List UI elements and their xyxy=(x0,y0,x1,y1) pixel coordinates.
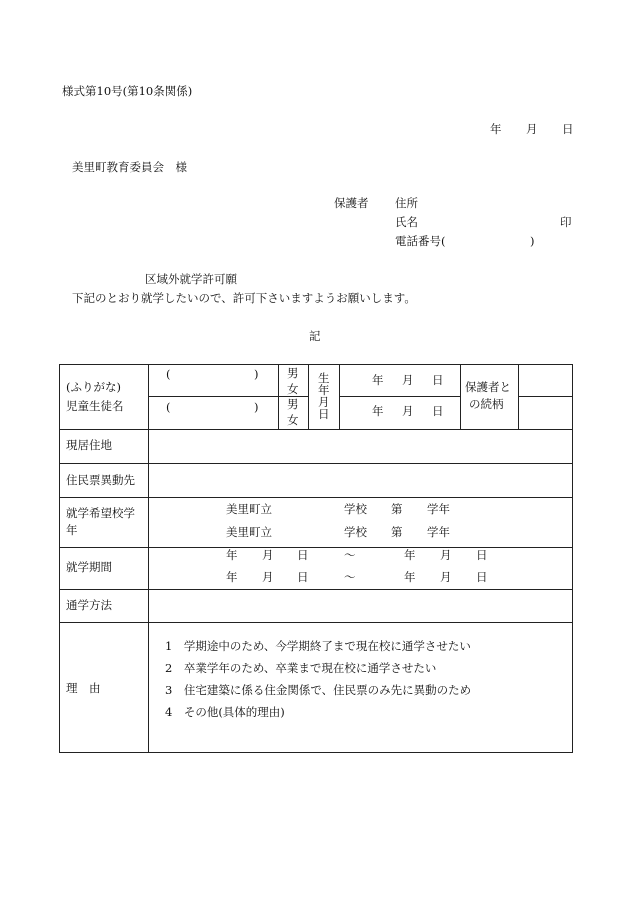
birth-day-1: 日 xyxy=(432,373,444,387)
female-1: 女 xyxy=(287,382,299,396)
reason-label: 理 由 xyxy=(66,681,101,695)
school-label-2: 年 xyxy=(66,523,78,537)
period-to-month-1: 月 xyxy=(440,548,452,562)
period-from-day-1: 日 xyxy=(297,548,309,562)
paren-open-2: ( xyxy=(166,400,171,414)
commute-label: 通学方法 xyxy=(66,598,112,612)
period-tilde-2: ～ xyxy=(344,570,356,584)
period-tilde-1: ～ xyxy=(344,548,356,562)
period-from-month-1: 月 xyxy=(262,548,274,562)
period-to-year-2: 年 xyxy=(404,570,416,584)
period-from-day-2: 日 xyxy=(297,570,309,584)
address-label: 住所 xyxy=(395,196,418,210)
birth-char-3: 月 xyxy=(318,395,330,409)
grade-2: 学年 xyxy=(427,525,450,539)
phone-label: 電話番号( xyxy=(395,234,446,248)
period-from-year-1: 年 xyxy=(226,548,238,562)
female-2: 女 xyxy=(287,413,299,427)
period-to-month-2: 月 xyxy=(440,570,452,584)
birth-day-2: 日 xyxy=(432,404,444,418)
resident-move-label: 住民票異動先 xyxy=(66,473,135,487)
reason-item-3: 3 住宅建築に係る住金関係で、住民票のみ先に異動のため xyxy=(165,683,472,697)
dai-1: 第 xyxy=(391,502,403,516)
form-number: 様式第10号(第10条関係) xyxy=(62,84,193,98)
birth-char-1: 生 xyxy=(318,371,330,385)
current-address-label: 現居住地 xyxy=(66,438,112,452)
paren-open-1: ( xyxy=(166,367,171,381)
phone-close: ) xyxy=(530,234,535,248)
relation-label-2: の続柄 xyxy=(469,397,504,411)
birth-char-2: 年 xyxy=(318,383,330,397)
dai-2: 第 xyxy=(391,525,403,539)
period-to-day-2: 日 xyxy=(476,570,488,584)
birth-year-2: 年 xyxy=(372,404,384,418)
period-label: 就学期間 xyxy=(66,560,112,574)
student-name-label: 児童生徒名 xyxy=(66,399,124,413)
birth-char-4: 日 xyxy=(318,407,330,421)
addressee: 美里町教育委員会 様 xyxy=(72,160,187,174)
date-month: 月 xyxy=(526,122,538,136)
reason-item-4: 4 その他(具体的理由) xyxy=(165,705,285,719)
male-1: 男 xyxy=(287,366,299,380)
seal-mark: 印 xyxy=(560,215,572,229)
name-label: 氏名 xyxy=(395,215,418,229)
date-day: 日 xyxy=(562,122,574,136)
guardian-label: 保護者 xyxy=(334,196,369,210)
paren-close-1: ) xyxy=(254,367,259,381)
period-to-day-1: 日 xyxy=(476,548,488,562)
ki-mark: 記 xyxy=(309,329,321,343)
school-label-1: 就学希望校学 xyxy=(66,506,135,520)
intro-text: 下記のとおり就学したいので、許可下さいますようお願いします。 xyxy=(72,291,416,305)
period-to-year-1: 年 xyxy=(404,548,416,562)
male-2: 男 xyxy=(287,397,299,411)
school-2: 学校 xyxy=(344,525,367,539)
period-from-month-2: 月 xyxy=(262,570,274,584)
birth-month-1: 月 xyxy=(402,373,414,387)
reason-item-2: 2 卒業学年のため、卒業まで現在校に通学させたい xyxy=(165,661,437,675)
school-1: 学校 xyxy=(344,502,367,516)
relation-label-1: 保護者と xyxy=(465,380,511,394)
town-school-2: 美里町立 xyxy=(226,525,272,539)
furigana-label: (ふりがな) xyxy=(66,380,121,394)
town-school-1: 美里町立 xyxy=(226,502,272,516)
document-title: 区域外就学許可願 xyxy=(145,272,237,286)
birth-month-2: 月 xyxy=(402,404,414,418)
paren-close-2: ) xyxy=(254,400,259,414)
birth-year-1: 年 xyxy=(372,373,384,387)
period-from-year-2: 年 xyxy=(226,570,238,584)
date-year: 年 xyxy=(490,122,502,136)
reason-item-1: 1 学期途中のため、今学期終了まで現在校に通学させたい xyxy=(165,639,471,653)
grade-1: 学年 xyxy=(427,502,450,516)
